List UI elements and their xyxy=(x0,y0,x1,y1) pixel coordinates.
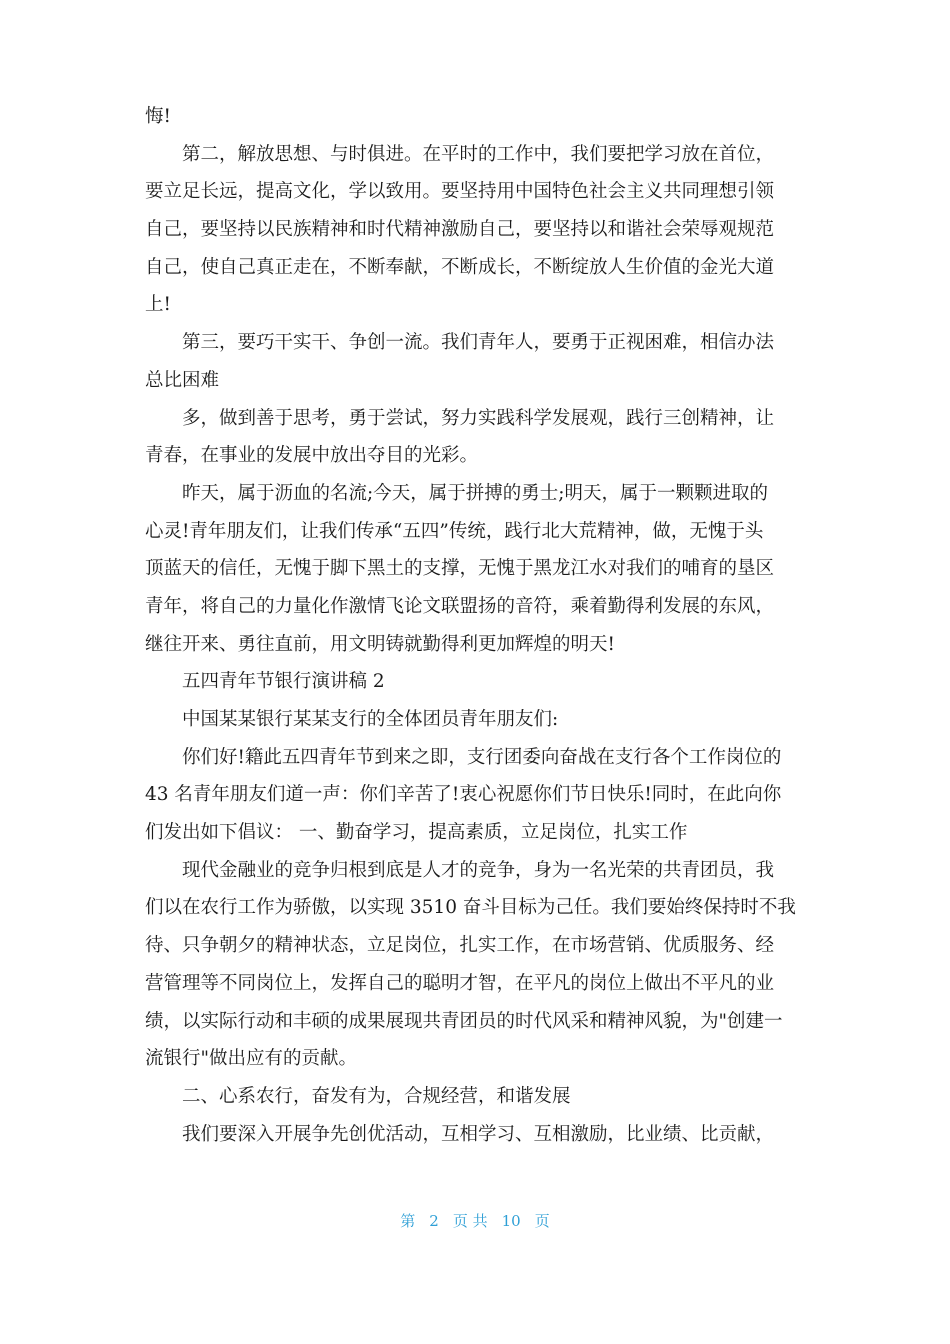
text-line: 青年，将自己的力量化作激情飞论文联盟扬的音符，乘着勤得利发展的东风， xyxy=(145,595,775,617)
text-line: 继往开来、勇往直前，用文明铸就勤得利更加辉煌的明天! xyxy=(145,633,615,655)
text-line: 第三，要巧干实干、争创一流。我们青年人，要勇于正视困难，相信办法 xyxy=(182,332,775,354)
text-line: 多，做到善于思考，勇于尝试，努力实践科学发展观，践行三创精神，让 xyxy=(182,407,775,429)
text-line: 们发出如下倡议： 一、勤奋学习，提高素质，立足岗位，扎实工作 xyxy=(145,822,688,844)
text-line: 绩，以实际行动和丰硕的成果展现共青团员的时代风采和精神风貌，为"创建一 xyxy=(145,1010,783,1032)
text-line: 流银行"做出应有的贡献。 xyxy=(145,1048,358,1070)
text-line: 要立足长远，提高文化，学以致用。要坚持用中国特色社会主义共同理想引领 xyxy=(145,181,775,203)
text-line: 青春，在事业的发展中放出夺目的光彩。 xyxy=(145,445,479,467)
text-line: 们以在农行工作为骄傲，以实现 3510 奋斗目标为己任。我们要始终保持时不我 xyxy=(145,897,796,919)
text-line: 第二，解放思想、与时俱进。在平时的工作中，我们要把学习放在首位， xyxy=(182,143,775,165)
text-line: 二、心系农行，奋发有为，合规经营，和谐发展 xyxy=(182,1085,571,1107)
text-line: 自己，使自己真正走在，不断奉献，不断成长，不断绽放人生价值的金光大道 xyxy=(145,256,775,278)
text-line: 我们要深入开展争先创优活动，互相学习、互相激励，比业绩、比贡献， xyxy=(182,1123,775,1145)
text-line: 现代金融业的竞争归根到底是人才的竞争，身为一名光荣的共青团员，我 xyxy=(182,859,775,881)
text-line: 五四青年节银行演讲稿 2 xyxy=(182,671,385,693)
text-line: 自己，要坚持以民族精神和时代精神激励自己，要坚持以和谐社会荣辱观规范 xyxy=(145,219,775,241)
text-line: 待、只争朝夕的精神状态，立足岗位，扎实工作，在市场营销、优质服务、经 xyxy=(145,935,775,957)
text-line: 悔! xyxy=(145,106,171,127)
footer-suffix: 页 xyxy=(534,1212,550,1230)
text-line: 你们好!籍此五四青年节到来之即，支行团委向奋战在支行各个工作岗位的 xyxy=(182,746,782,768)
footer-middle: 页 共 xyxy=(452,1212,488,1230)
text-line: 上! xyxy=(145,294,171,316)
text-line: 营管理等不同岗位上，发挥自己的聪明才智，在平凡的岗位上做出不平凡的业 xyxy=(145,972,775,994)
text-line: 昨天，属于沥血的名流;今天，属于拼搏的勇士;明天，属于一颗颗进取的 xyxy=(182,482,768,504)
footer-total-pages: 10 xyxy=(501,1212,521,1230)
text-line: 总比困难 xyxy=(145,369,220,391)
text-line: 43 名青年朋友们道一声：你们辛苦了!衷心祝愿你们节日快乐!同时，在此向你 xyxy=(145,784,782,806)
footer-current-page: 2 xyxy=(429,1212,439,1230)
page-footer xyxy=(0,1210,950,1231)
footer-prefix: 第 xyxy=(400,1212,416,1230)
document-body xyxy=(145,98,810,1153)
text-line: 中国某某银行某某支行的全体团员青年朋友们: xyxy=(182,709,559,730)
text-line: 心灵!青年朋友们，让我们传承“五四”传统，践行北大荒精神，做，无愧于头 xyxy=(145,520,764,542)
text-line: 顶蓝天的信任，无愧于脚下黑土的支撑，无愧于黑龙江水对我们的哺育的垦区 xyxy=(145,558,775,580)
